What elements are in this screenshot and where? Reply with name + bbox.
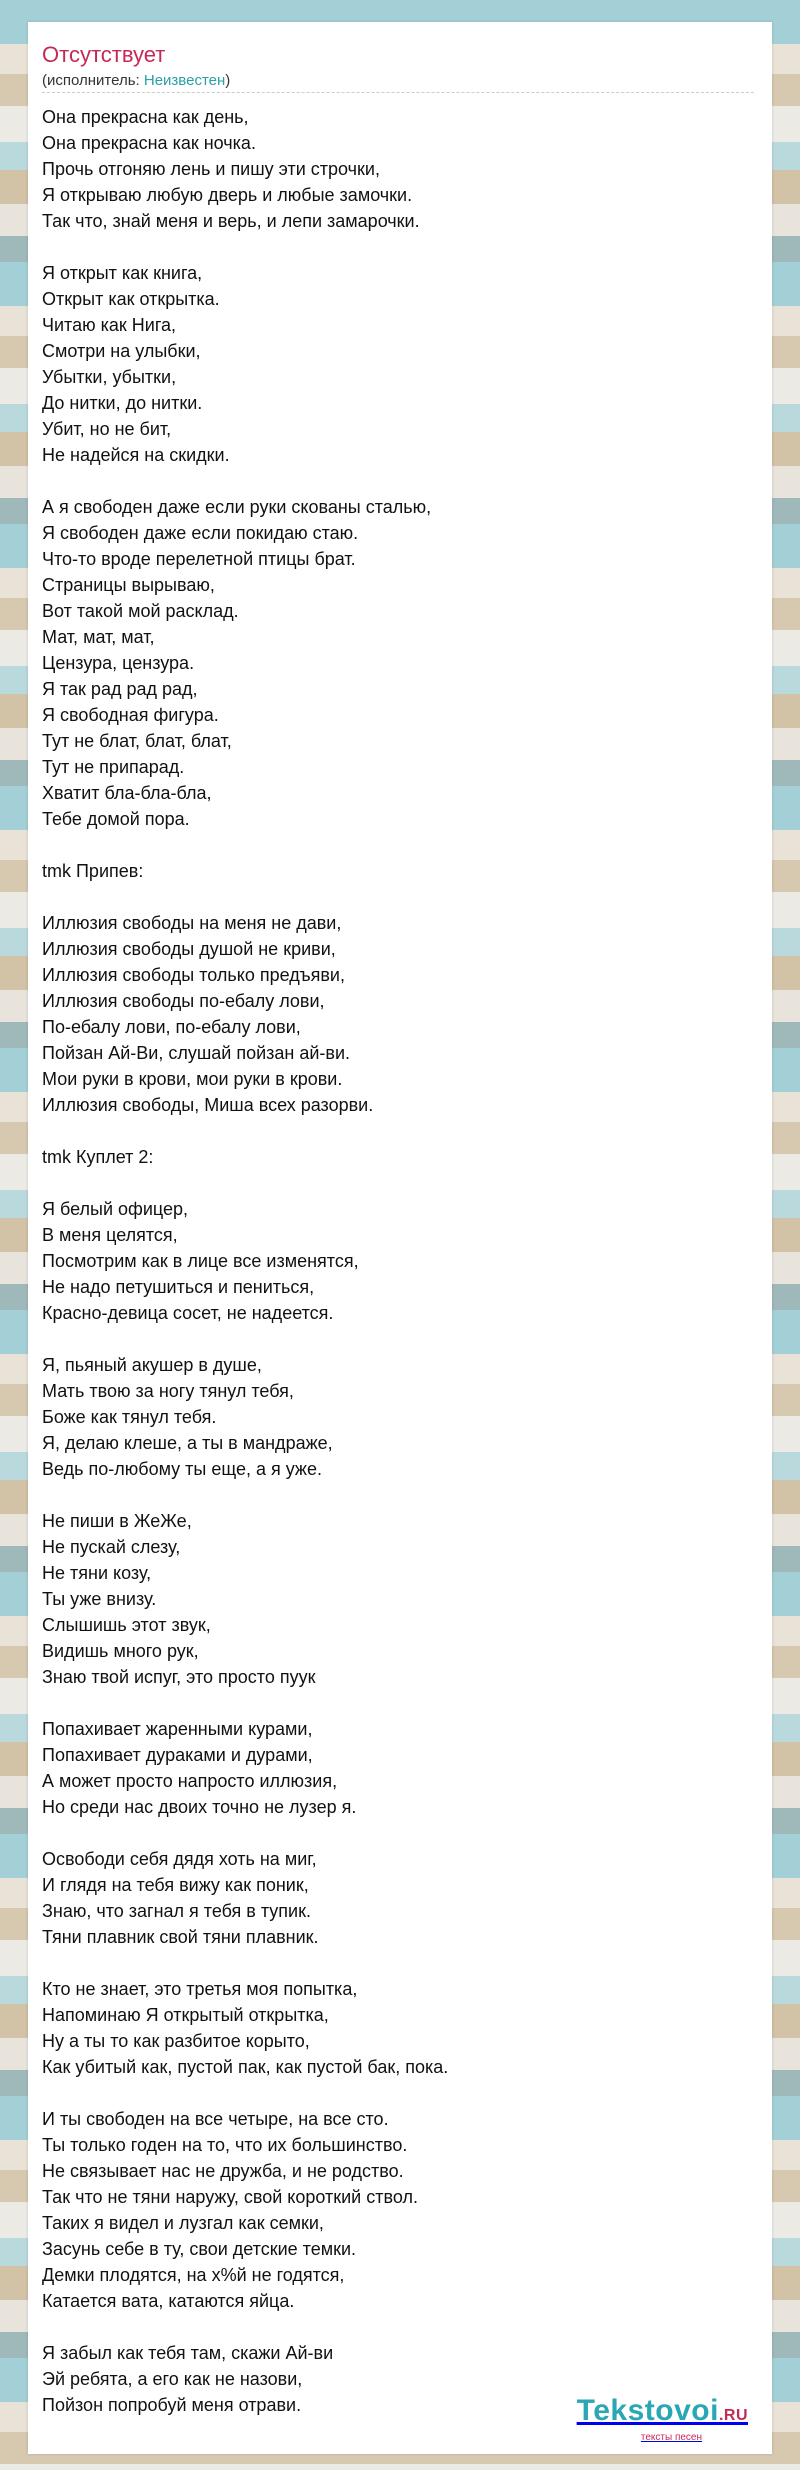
performer-line: [42, 72, 230, 90]
lyrics-line: Посмотрим как в лице все изменятся,: [42, 1251, 359, 1271]
lyrics-line: Мать твою за ногу тянул тебя,: [42, 1381, 294, 1401]
site-logo[interactable]: [577, 2395, 748, 2444]
lyrics-line: Что-то вроде перелетной птицы брат.: [42, 549, 356, 569]
lyrics-line: Иллюзия свободы только предъяви,: [42, 965, 345, 985]
performer-link[interactable]: Неизвестен: [143, 72, 226, 89]
lyrics-blank-line: [42, 1118, 742, 1144]
lyrics-blank-line: [42, 468, 742, 494]
lyrics-line: Таких я видел и лузгал как семки,: [42, 2213, 324, 2233]
lyrics-line: Цензура, цензура.: [42, 653, 195, 673]
lyrics-line: Убытки, убытки,: [42, 367, 177, 387]
lyrics-line: По-ебалу лови, по-ебалу лови,: [42, 1017, 301, 1037]
lyrics-line: Как убитый как, пустой пак, как пустой бак, пока.: [42, 2057, 449, 2077]
lyrics-line: Я так рад рад рад,: [42, 679, 198, 699]
lyrics-blank-line: [42, 1326, 742, 1352]
lyrics-line: Иллюзия свободы по-ебалу лови,: [42, 991, 325, 1011]
lyrics-line: Я, делаю клеше, а ты в мандраже,: [42, 1433, 333, 1453]
lyrics-line: Напоминаю Я открытый открытка,: [42, 2005, 329, 2025]
lyrics-line: Знаю, что загнал я тебя в тупик.: [42, 1901, 311, 1921]
lyrics-line: Тут не припарад.: [42, 757, 185, 777]
song-title: Отсутствует: [42, 42, 166, 67]
lyrics-blank-line: [42, 1482, 742, 1508]
lyrics-line: Убит, но не бит,: [42, 419, 172, 439]
lyrics-line: Ведь по-любому ты еще, а я уже.: [42, 1459, 322, 1479]
lyrics-line: Читаю как Нига,: [42, 315, 176, 335]
lyrics-line: Боже как тянул тебя.: [42, 1407, 217, 1427]
lyrics-line: Слышишь этот звук,: [42, 1615, 211, 1635]
logo-tld: .RU: [718, 2407, 748, 2424]
lyrics-line: Не пиши в ЖеЖе,: [42, 1511, 192, 1531]
lyrics-blank-line: [42, 2080, 742, 2106]
lyrics-line: Попахивает жаренными курами,: [42, 1719, 313, 1739]
lyrics-text: [42, 104, 742, 2418]
lyrics-line: Ты уже внизу.: [42, 1589, 157, 1609]
lyrics-line: Тяни плавник свой тяни плавник.: [42, 1927, 319, 1947]
lyrics-blank-line: [42, 1820, 742, 1846]
lyrics-line: Я открываю любую дверь и любые замочки.: [42, 185, 413, 205]
lyrics-line: Не пускай слезу,: [42, 1537, 181, 1557]
lyrics-line: Эй ребята, а его как не назови,: [42, 2369, 303, 2389]
lyrics-line: Не тяни козу,: [42, 1563, 152, 1583]
lyrics-line: До нитки, до нитки.: [42, 393, 203, 413]
lyrics-line: И глядя на тебя вижу как поник,: [42, 1875, 309, 1895]
lyrics-line: Так что не тяни наружу, свой короткий ствол.: [42, 2187, 418, 2207]
lyrics-line: А может просто напросто иллюзия,: [42, 1771, 338, 1791]
lyrics-line: И ты свободен на все четыре, на все сто.: [42, 2109, 389, 2129]
lyrics-line: В меня целятся,: [42, 1225, 178, 1245]
lyrics-line: Я свободен даже если покидаю стаю.: [42, 523, 359, 543]
lyrics-line: Кто не знает, это третья моя попытка,: [42, 1979, 358, 1999]
lyrics-line: Красно-девица сосет, не надеется.: [42, 1303, 334, 1323]
lyrics-blank-line: [42, 1950, 742, 1976]
logo-name: Tekstovoi: [576, 2394, 719, 2427]
lyrics-line: Мои руки в крови, мои руки в крови.: [42, 1069, 343, 1089]
lyrics-line: Я забыл как тебя там, скажи Ай-ви: [42, 2343, 334, 2363]
lyrics-line: Открыт как открытка.: [42, 289, 220, 309]
lyrics-line: Иллюзия свободы на меня не дави,: [42, 913, 342, 933]
lyrics-line: Не связывает нас не дружба, и не родство.: [42, 2161, 404, 2181]
lyrics-line: Знаю твой испуг, это просто пуук: [42, 1667, 316, 1687]
logo-wordmark: [577, 2395, 748, 2432]
lyrics-line: Я открыт как книга,: [42, 263, 203, 283]
lyrics-line: Смотри на улыбки,: [42, 341, 201, 361]
lyrics-blank-line: [42, 2314, 742, 2340]
lyrics-line: Катается вата, катаются яйца.: [42, 2291, 295, 2311]
lyrics-line: Видишь много рук,: [42, 1641, 199, 1661]
lyrics-line: Я белый офицер,: [42, 1199, 189, 1219]
lyrics-line: Иллюзия свободы, Миша всех разорви.: [42, 1095, 374, 1115]
lyrics-blank-line: [42, 1690, 742, 1716]
lyrics-line: tmk Куплет 2:: [42, 1147, 154, 1167]
lyrics-line: Вот такой мой расклад.: [42, 601, 239, 621]
lyrics-line: Пойзан Ай-Ви, слушай пойзан ай-ви.: [42, 1043, 351, 1063]
title-divider: [42, 92, 754, 93]
lyrics-line: Пойзон попробуй меня отрави.: [42, 2395, 302, 2415]
lyrics-line: Демки плодятся, на х%й не годятся,: [42, 2265, 345, 2285]
lyrics-line: Я свободная фигура.: [42, 705, 219, 725]
performer-suffix: ): [225, 72, 231, 89]
lyrics-line: Засунь себе в ту, свои детские темки.: [42, 2239, 357, 2259]
lyrics-line: Попахивает дураками и дурами,: [42, 1745, 313, 1765]
lyrics-line: Не надо петушиться и пениться,: [42, 1277, 315, 1297]
lyrics-line: Не надейся на скидки.: [42, 445, 230, 465]
lyrics-line: Иллюзия свободы душой не криви,: [42, 939, 336, 959]
lyrics-blank-line: [42, 832, 742, 858]
lyrics-line: Прочь отгоняю лень и пишу эти строчки,: [42, 159, 380, 179]
lyrics-line: Ты только годен на то, что их большинство.: [42, 2135, 408, 2155]
lyrics-card: [28, 22, 772, 2454]
lyrics-line: Она прекрасна как день,: [42, 107, 249, 127]
lyrics-line: Страницы вырываю,: [42, 575, 215, 595]
lyrics-line: Я, пьяный акушер в душе,: [42, 1355, 262, 1375]
lyrics-line: А я свободен даже если руки скованы сталью,: [42, 497, 432, 517]
lyrics-line: Освободи себя дядя хоть на миг,: [42, 1849, 317, 1869]
lyrics-line: Мат, мат, мат,: [42, 627, 155, 647]
lyrics-blank-line: [42, 234, 742, 260]
lyrics-line: Она прекрасна как ночка.: [42, 133, 256, 153]
lyrics-line: Ну а ты то как разбитое корыто,: [42, 2031, 310, 2051]
lyrics-line: Так что, знай меня и верь, и лепи замарочки.: [42, 211, 420, 231]
logo-tagline: тексты песен: [640, 2432, 702, 2443]
lyrics-line: Тут не блат, блат, блат,: [42, 731, 232, 751]
lyrics-blank-line: [42, 884, 742, 910]
lyrics-line: tmk Припев:: [42, 861, 144, 881]
performer-prefix: (исполнитель:: [42, 72, 144, 89]
lyrics-line: Хватит бла-бла-бла,: [42, 783, 212, 803]
lyrics-line: Тебе домой пора.: [42, 809, 190, 829]
lyrics-blank-line: [42, 1170, 742, 1196]
lyrics-line: Но среди нас двоих точно не лузер я.: [42, 1797, 357, 1817]
